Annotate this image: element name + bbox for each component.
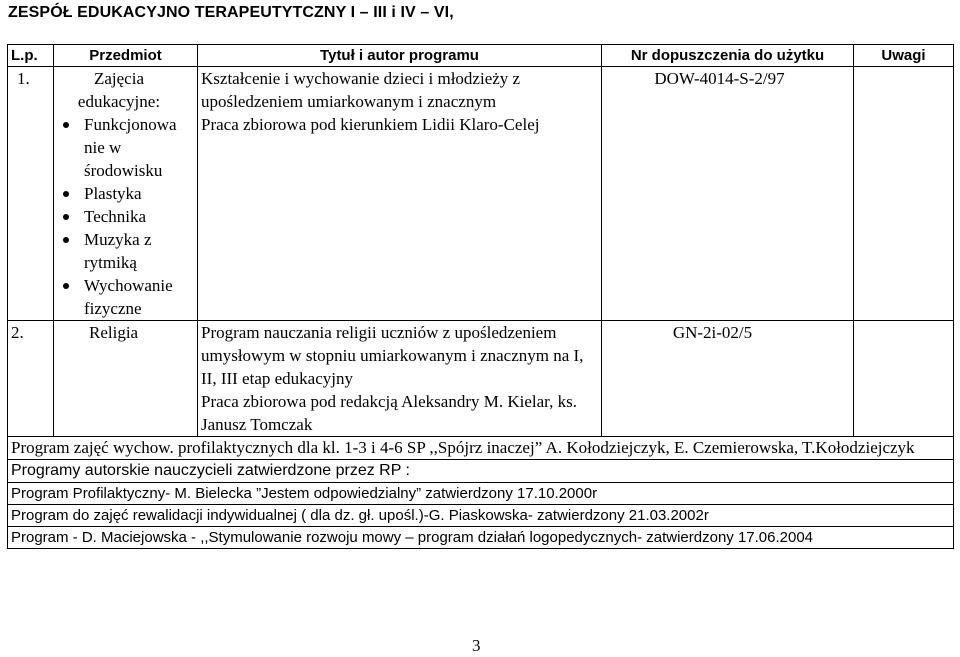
row-1-notes [854, 67, 954, 321]
header-subject: Przedmiot [54, 45, 198, 67]
bullet-icon [63, 122, 69, 128]
program-line: Program - D. Maciejowska - ,,Stymulowanie rozwoju mowy – program działań logopedycznych- zatwierdzony 17.06.2004 [8, 527, 954, 549]
program-line: Program do zajęć rewalidacji indywidualnej ( dla dz. gł. upośl.)-G. Piaskowska- zatwierdzony 21.03.2002r [8, 505, 954, 527]
list-item: Funkcjonowa nie w środowisku [54, 113, 194, 182]
row-1-approval [602, 67, 854, 321]
row-1-subject [54, 67, 198, 321]
list-item: Plastyka [54, 182, 194, 205]
row-2-subject-head: Religia [89, 323, 139, 342]
header-approval: Nr dopuszczenia do użytku [602, 45, 854, 67]
header-title: Tytuł i autor programu [198, 45, 602, 67]
table-row [8, 527, 954, 549]
table-row [8, 67, 954, 321]
row-2-approval [602, 321, 854, 437]
program-line: Program Profilaktyczny- M. Bielecka ”Jestem odpowiedzialny” zatwierdzony 17.10.2000r [8, 483, 954, 505]
bullet-icon [63, 191, 69, 197]
list-item: Wychowanie fizyczne [54, 274, 194, 320]
table-header-row [8, 45, 954, 67]
header-notes: Uwagi [854, 45, 954, 67]
row-2-title-text: Program nauczania religii uczniów z upośledzeniem umysłowym w stopniu umiarkowanym i znacznym na I, II, III etap edukacyjny [201, 323, 584, 388]
bullet-icon [63, 237, 69, 243]
authored-programs-heading: Programy autorskie nauczycieli zatwierdzone przez RP : [8, 460, 954, 483]
bullet-icon [63, 283, 69, 289]
table-row [8, 505, 954, 527]
row-2-approval-number: GN-2i-02/5 [672, 323, 753, 342]
row-2-author: Praca zbiorowa pod redakcją Aleksandry M. Kielar, ks. Janusz Tomczak [201, 392, 578, 434]
programs-table [7, 44, 954, 549]
row-1-title [198, 67, 602, 321]
list-item: Muzyka z rytmiką [54, 228, 194, 274]
table-row [8, 483, 954, 505]
row-1-subject-list [54, 113, 194, 320]
page-number: 3 [472, 636, 481, 655]
row-1-lp: 1. [8, 67, 54, 321]
table-row [8, 460, 954, 483]
row-2-lp: 2. [8, 321, 54, 437]
row-2-title [198, 321, 602, 437]
program-line: Program zajęć wychow. profilaktycznych dla kl. 1-3 i 4-6 SP ,,Spójrz inaczej” A. Kołodziejczyk, E. Czemierowska, T.Kołodziejczyk [8, 437, 954, 460]
list-item: Technika [54, 205, 194, 228]
row-1-author: Praca zbiorowa pod kierunkiem Lidii Klaro-Celej [201, 115, 540, 134]
row-1-subject-head: Zajęcia edukacyjne: [77, 69, 161, 111]
table-row [8, 437, 954, 460]
header-lp: L.p. [8, 45, 54, 67]
row-2-notes [854, 321, 954, 437]
row-1-title-text: Kształcenie i wychowanie dzieci i młodzieży z upośledzeniem umiarkowanym i znacznym [201, 69, 521, 111]
bullet-icon [63, 214, 69, 220]
row-1-approval-number: DOW-4014-S-2/97 [654, 69, 785, 88]
row-2-subject [54, 321, 198, 437]
document-heading: ZESPÓŁ EDUKACYJNO TERAPEUTYTCZNY I – III i IV – VI, [8, 4, 454, 21]
table-row [8, 321, 954, 437]
